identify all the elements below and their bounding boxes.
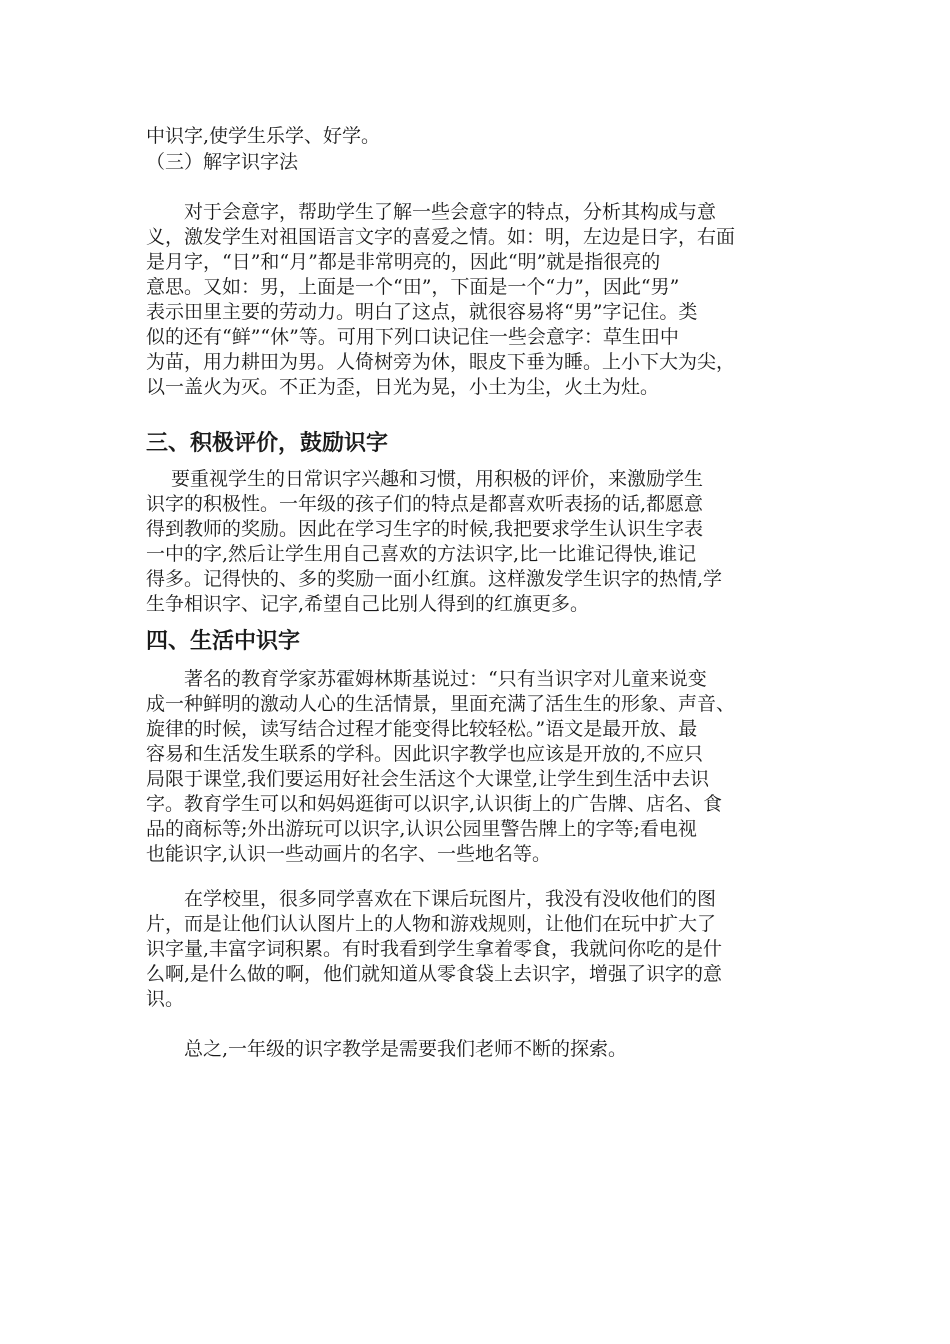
sub-heading: （三）解字识字法 bbox=[146, 151, 299, 173]
paragraph-line: 意思。又如：男，上面是一个“田”，下面是一个“力”，因此“男” bbox=[146, 276, 680, 298]
paragraph-line: 要重视学生的日常识字兴趣和习惯，用积极的评价，来激励学生 bbox=[146, 468, 704, 490]
paragraph-line: 对于会意字，帮助学生了解一些会意字的特点，分析其构成与意 bbox=[146, 201, 717, 223]
paragraph-line: 似的还有“鲜”“休”等。可用下列口诀记住一些会意字：草生田中 bbox=[146, 326, 679, 348]
paragraph-line: 局限于课堂,我们要运用好社会生活这个大课堂,让学生到生活中去识 bbox=[146, 768, 710, 790]
paragraph-line: 旋律的时候，读写结合过程才能变得比较轻松。”语文是最开放、最 bbox=[146, 718, 698, 740]
paragraph-line: 识字的积极性。一年级的孩子们的特点是都喜欢听表扬的话,都愿意 bbox=[146, 493, 704, 515]
section-heading-4: 四、生活中识字 bbox=[146, 629, 301, 654]
paragraph-line: 得多。记得快的、多的奖励一面小红旗。这样激发学生识字的热情,学 bbox=[146, 568, 723, 590]
paragraph-line: 生争相识字、记字,希望自己比别人得到的红旗更多。 bbox=[146, 593, 590, 615]
paragraph-line: 片，而是让他们认认图片上的人物和游戏规则，让他们在玩中扩大了 bbox=[146, 913, 717, 935]
paragraph-line: 为苗，用力耕田为男。人倚树旁为休，眼皮下垂为睡。上小下大为尖， bbox=[146, 351, 736, 373]
paragraph-line: 识字量,丰富字词积累。有时我看到学生拿着零食，我就问你吃的是什 bbox=[146, 938, 723, 960]
paragraph-line: 是月字，“日”和“月”都是非常明亮的，因此“明”就是指很亮的 bbox=[146, 251, 661, 273]
paragraph-line: 么啊,是什么做的啊，他们就知道从零食袋上去识字，增强了识字的意 bbox=[146, 963, 723, 985]
paragraph-line: 义，激发学生对祖国语言文字的喜爱之情。如：明，左边是日字，右面 bbox=[146, 226, 736, 248]
paragraph-line: 也能识字,认识一些动画片的名字、一些地名等。 bbox=[146, 843, 552, 865]
paragraph-line: 著名的教育学家苏霍姆林斯基说过：“只有当识字对儿童来说变 bbox=[146, 668, 707, 690]
conclusion-line: 总之,一年级的识字教学是需要我们老师不断的探索。 bbox=[146, 1038, 628, 1060]
paragraph-line: 成一种鲜明的激动人心的生活情景，里面充满了活生生的形象、声音、 bbox=[146, 693, 736, 715]
intro-tail-line: 中识字,使学生乐学、好学。 bbox=[146, 125, 381, 147]
paragraph-line: 以一盖火为灭。不正为歪，日光为晃，小土为尘，火土为灶。 bbox=[146, 376, 660, 398]
paragraph-line: 容易和生活发生联系的学科。因此识字教学也应该是开放的,不应只 bbox=[146, 743, 704, 765]
paragraph-line: 在学校里，很多同学喜欢在下课后玩图片，我没有没收他们的图 bbox=[146, 888, 717, 910]
paragraph-line: 字。教育学生可以和妈妈逛街可以识字,认识街上的广告牌、店名、食 bbox=[146, 793, 723, 815]
paragraph-line: 品的商标等;外出游玩可以识字,认识公园里警告牌上的字等;看电视 bbox=[146, 818, 697, 840]
section-heading-3: 三、积极评价，鼓励识字 bbox=[146, 431, 389, 456]
paragraph-line: 得到教师的奖励。因此在学习生字的时候,我把要求学生认识生字表 bbox=[146, 518, 704, 540]
paragraph-line: 一中的字,然后让学生用自己喜欢的方法识字,比一比谁记得快,谁记 bbox=[146, 543, 697, 565]
paragraph-line: 识。 bbox=[146, 988, 185, 1010]
paragraph-line: 表示田里主要的劳动力。明白了这点，就很容易将“男”字记住。类 bbox=[146, 301, 698, 323]
